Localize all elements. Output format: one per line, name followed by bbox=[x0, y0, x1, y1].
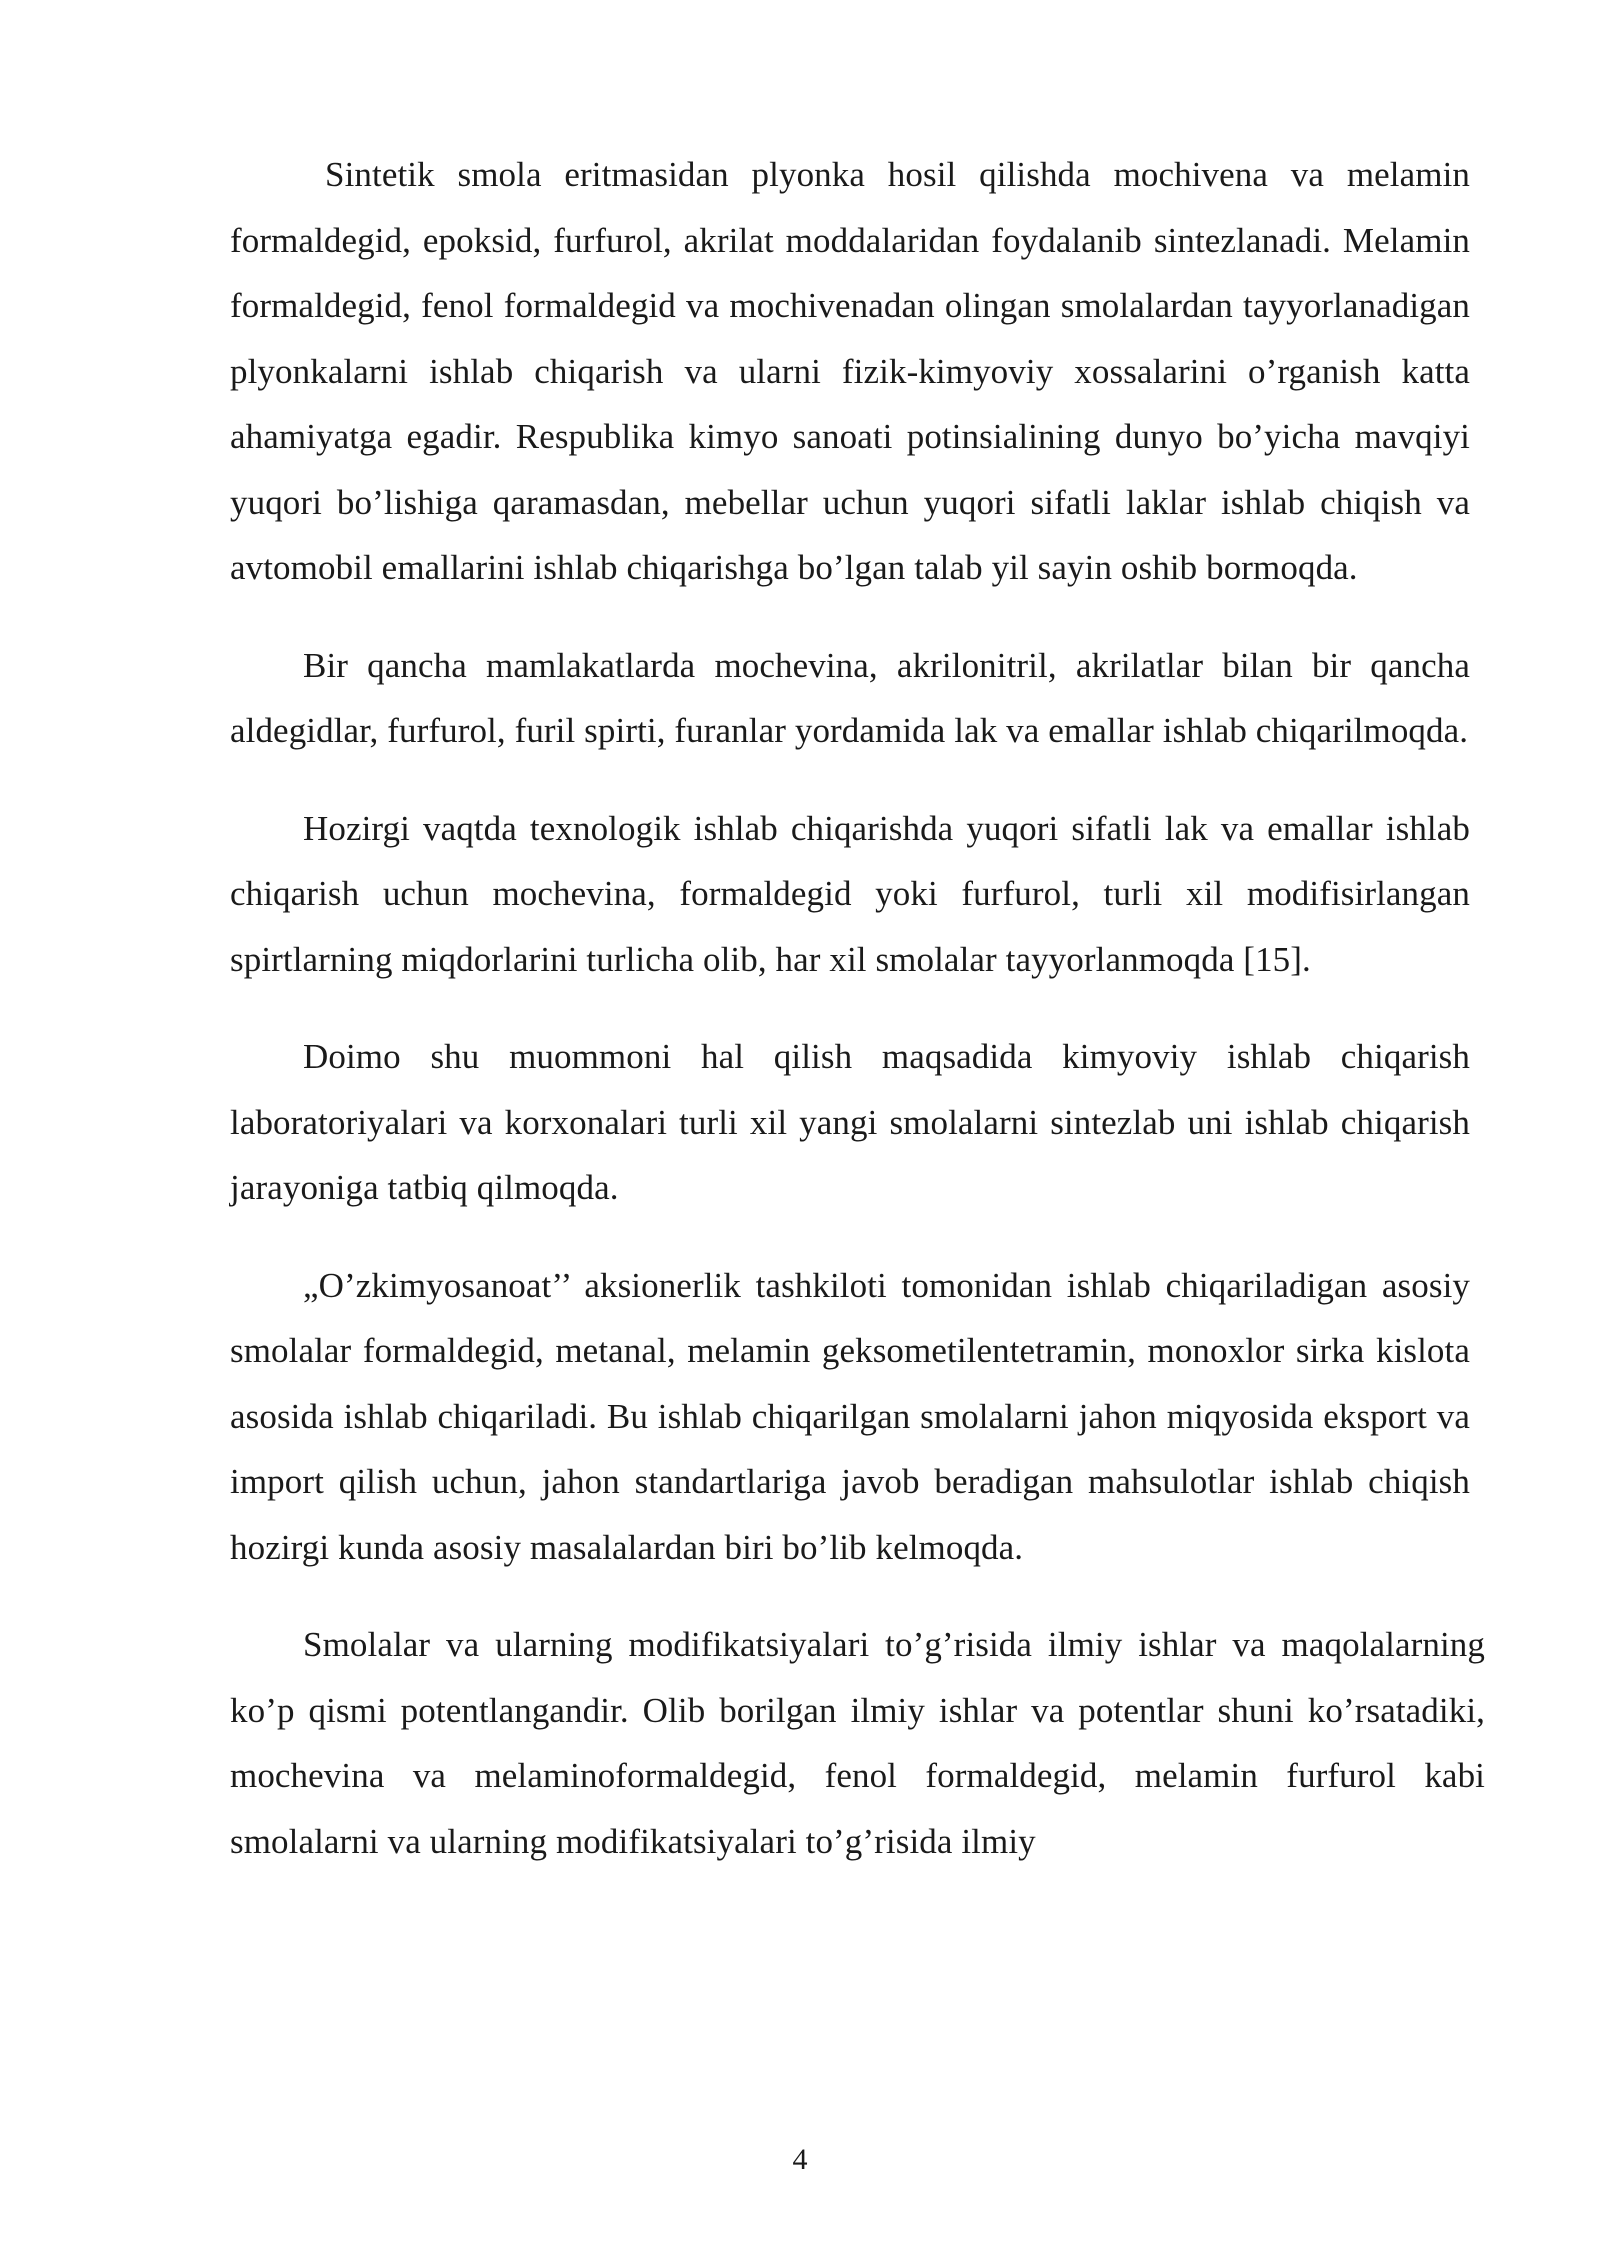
paragraph-1: Sintetik smola eritmasidan plyonka hosil qilishda mochivena va melamin formaldegid, epoksid, furfurol, akrilat moddalaridan foydalanib sintezlanadi. Melamin formaldegid, fenol formaldegid va mochivenadan olingan smolalardan tayyorlanadigan plyonkalarni ishlab chiqarish va ularni fizik-kimyoviy xossalarini o’rganish katta ahamiyatga egadir. Respublika kimyo sanoati potinsialining dunyo bo’yicha mavqiyi yuqori bo’lishiga qaramasdan, mebellar uchun yuqori sifatli laklar ishlab chiqish va avtomobil emallarini ishlab chiqarishga bo’lgan talab yil sayin oshib bormoqda. bbox=[230, 155, 1470, 587]
paragraph-5: „O’zkimyosanoat’’ aksionerlik tashkiloti tomonidan ishlab chiqariladigan asosiy smolalar formaldegid, metanal, melamin geksometilentetramin, monoxlor sirka kislota asosida ishlab chiqariladi. Bu ishlab chiqarilgan smolalarni jahon miqyosida eksport va import qilish uchun, jahon standartlariga javob beradigan mahsulotlar ishlab chiqish hozirgi kunda asosiy masalalardan biri bo’lib kelmoqda. bbox=[230, 1265, 1470, 1567]
paragraph-6: Smolalar va ularning modifikatsiyalari to’g’risida ilmiy ishlar va maqolalarning ko’p qismi potentlangandir. Olib borilgan ilmiy ishlar va potentlar shuni ko’rsatadiki, mochevina va melaminoformaldegid, fenol formaldegid, melamin furfurol kabi smolalarni va ularning modifikatsiyalari to’g’risida ilmiy bbox=[230, 1625, 1485, 1861]
paragraph-4: Doimo shu muommoni hal qilish maqsadida kimyoviy ishlab chiqarish laboratoriyalari va korxonalari turli xil yangi smolalarni sintezlab uni ishlab chiqarish jarayoniga tatbiq qilmoqda. bbox=[230, 1037, 1470, 1207]
paragraph-3: Hozirgi vaqtda texnologik ishlab chiqarishda yuqori sifatli lak va emallar ishlab chiqarish uchun mochevina, formaldegid yoki furfurol, turli xil modifisirlangan spirtlarning miqdorlarini turlicha olib, har xil smolalar tayyorlanmoqda [15]. bbox=[230, 808, 1470, 979]
paragraph-2: Bir qancha mamlakatlarda mochevina, akrilonitril, akrilatlar bilan bir qancha aldegidlar, furfurol, furil spirti, furanlar yordamida lak va emallar ishlab chiqarilmoqda. bbox=[230, 645, 1470, 750]
body-text bbox=[230, 142, 1485, 1874]
page-number: 4 bbox=[792, 2143, 808, 2176]
